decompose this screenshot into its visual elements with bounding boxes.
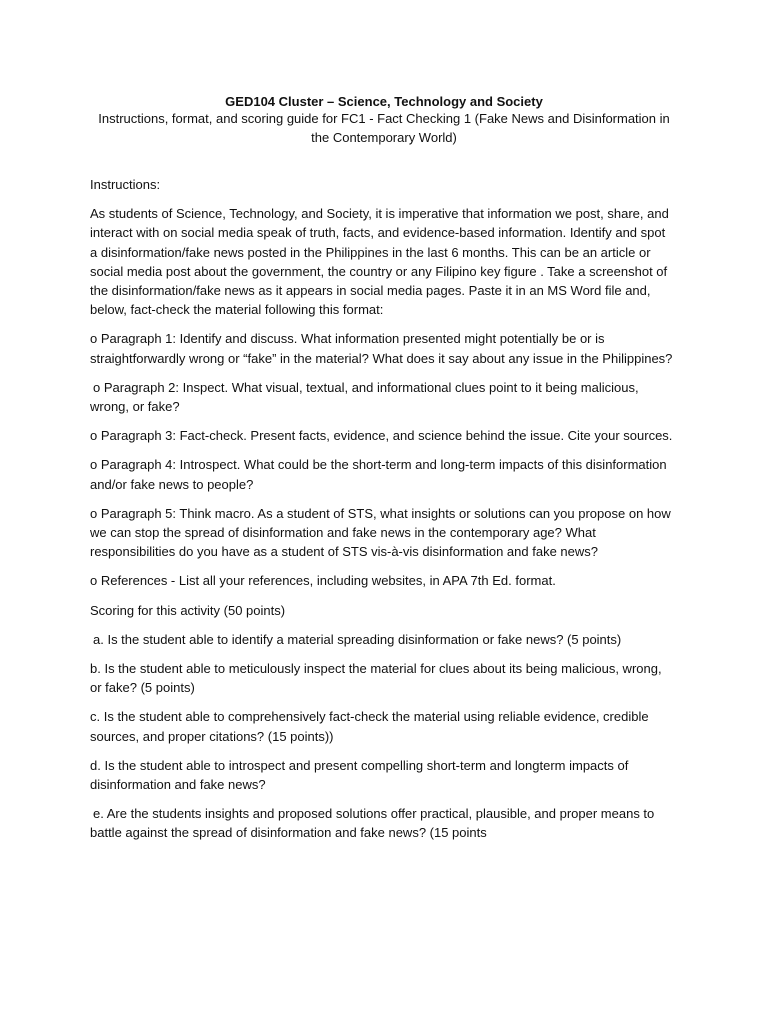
format-paragraph-4: o Paragraph 4: Introspect. What could be the short-term and long-term impacts of this disinformation and/or fake news to people? — [90, 457, 667, 492]
instructions-label: Instructions: — [90, 177, 161, 192]
format-references: o References - List all your references, including websites, in APA 7th Ed. format. — [90, 573, 556, 589]
scoring-item-e: e. Are the students insights and proposed solutions offer practical, plausible, and proper means to battle against the spread of disinformation and fake news? (15 points — [90, 806, 655, 841]
scoring-item-b: b. Is the student able to meticulously inspect the material for clues about its being malicious, wrong, or fake? (5 points) — [90, 661, 662, 696]
scoring-item-d: d. Is the student able to introspect and present compelling short-term and longterm impacts of disinformation and fake news? — [90, 757, 629, 793]
format-paragraph-3: o Paragraph 3: Fact-check. Present facts, evidence, and science behind the issue. Cite your sources. — [90, 428, 673, 444]
format-paragraph-2: o Paragraph 2: Inspect. What visual, textual, and informational clues point to it being malicious, wrong, or fake? — [90, 379, 639, 415]
format-paragraph-5: o Paragraph 5: Think macro. As a student of STS, what insights or solutions can you propose on how we can stop the spread of disinformation and fake news in the contemporary age? What responsibilities do you have as a student of STS vis-à-vis disinformation and fake news? — [90, 505, 671, 560]
scoring-item-a: a. Is the student able to identify a material spreading disinformation or fake news? (5 points) — [93, 631, 622, 647]
format-paragraph-1: o Paragraph 1: Identify and discuss. What information presented might potentially be or is straightforwardly wrong or “fake” in the material? What does it say about any issue in the Philippines? — [90, 331, 673, 366]
document-body — [90, 175, 676, 853]
scoring-label: Scoring for this activity (50 points) — [90, 602, 286, 618]
scoring-item-c: c. Is the student able to comprehensively fact-check the material using reliable evidence, credible sources, and proper citations? (15 points)) — [90, 709, 649, 744]
instructions-intro: As students of Science, Technology, and Society, it is imperative that information we post, share, and interact with on social media speak of truth, facts, and evidence-based information. Identify and spot a disinformation/fake news posted in the Philippines in the last 6 months. This can be an article or social media post about the government, the country or any Filipino key figure . Take a screenshot of the disinformation/fake news as it appears in social media pages. Paste it in an MS Word file and, below, fact-check the material following this format: — [90, 206, 669, 318]
document-title: GED104 Cluster – Science, Technology and Society — [225, 94, 543, 109]
document-subtitle: Instructions, format, and scoring guide for FC1 - Fact Checking 1 (Fake News and Disinformation in the Contemporary World) — [98, 111, 670, 145]
